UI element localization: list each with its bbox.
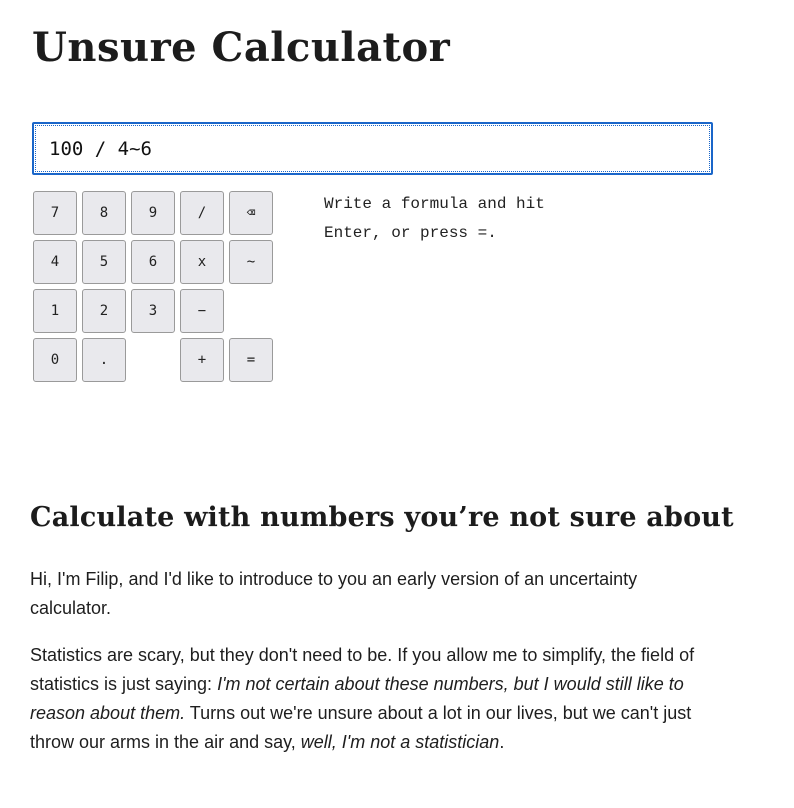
key-multiply-button[interactable]: x xyxy=(180,240,224,284)
key-2-button[interactable]: 2 xyxy=(82,289,126,333)
paragraph-text: Statistics are scary, but they don't need to be. If you allow me to simplify, the field of statistics is just saying: xyxy=(30,645,695,694)
hint-text xyxy=(324,190,604,248)
key-decimal-button[interactable]: . xyxy=(82,338,126,382)
key-5-button[interactable]: 5 xyxy=(82,240,126,284)
key-3-button[interactable]: 3 xyxy=(131,289,175,333)
key-plus-button[interactable]: + xyxy=(180,338,224,382)
key-minus-button[interactable]: − xyxy=(180,289,224,333)
paragraph-text: . xyxy=(499,732,505,752)
key-9-button[interactable]: 9 xyxy=(131,191,175,235)
hint-line-1: Write a formula and hit xyxy=(324,195,545,213)
formula-input[interactable] xyxy=(32,122,713,175)
page-title: Unsure Calculator xyxy=(32,24,451,71)
key-divide-button[interactable]: / xyxy=(180,191,224,235)
key-0-button[interactable]: 0 xyxy=(33,338,77,382)
paragraph-italic-text: well, I'm not a statistician xyxy=(300,732,500,752)
key-6-button[interactable]: 6 xyxy=(131,240,175,284)
statistics-paragraph xyxy=(30,641,730,757)
key-4-button[interactable]: 4 xyxy=(33,240,77,284)
intro-paragraph: Hi, I'm Filip, and I'd like to introduce to you an early version of an uncertainty calculator. xyxy=(30,569,638,618)
key-equals-button[interactable]: = xyxy=(229,338,273,382)
key-7-button[interactable]: 7 xyxy=(33,191,77,235)
key-tilde-button[interactable]: ~ xyxy=(229,240,273,284)
keypad xyxy=(33,191,278,387)
paragraph-italic-text: I'm not certain about these numbers, but I would still like to reason about them. xyxy=(30,674,684,723)
paragraph-text: Turns out we're unsure about a lot in our lives, but we can't just throw our arms in the air and say, xyxy=(30,703,692,752)
hint-line-2: Enter, or press =. xyxy=(324,224,497,242)
section-heading: Calculate with numbers you’re not sure about xyxy=(30,502,734,533)
key-backspace-button[interactable]: ⌫ xyxy=(229,191,273,235)
key-1-button[interactable]: 1 xyxy=(33,289,77,333)
key-8-button[interactable]: 8 xyxy=(82,191,126,235)
